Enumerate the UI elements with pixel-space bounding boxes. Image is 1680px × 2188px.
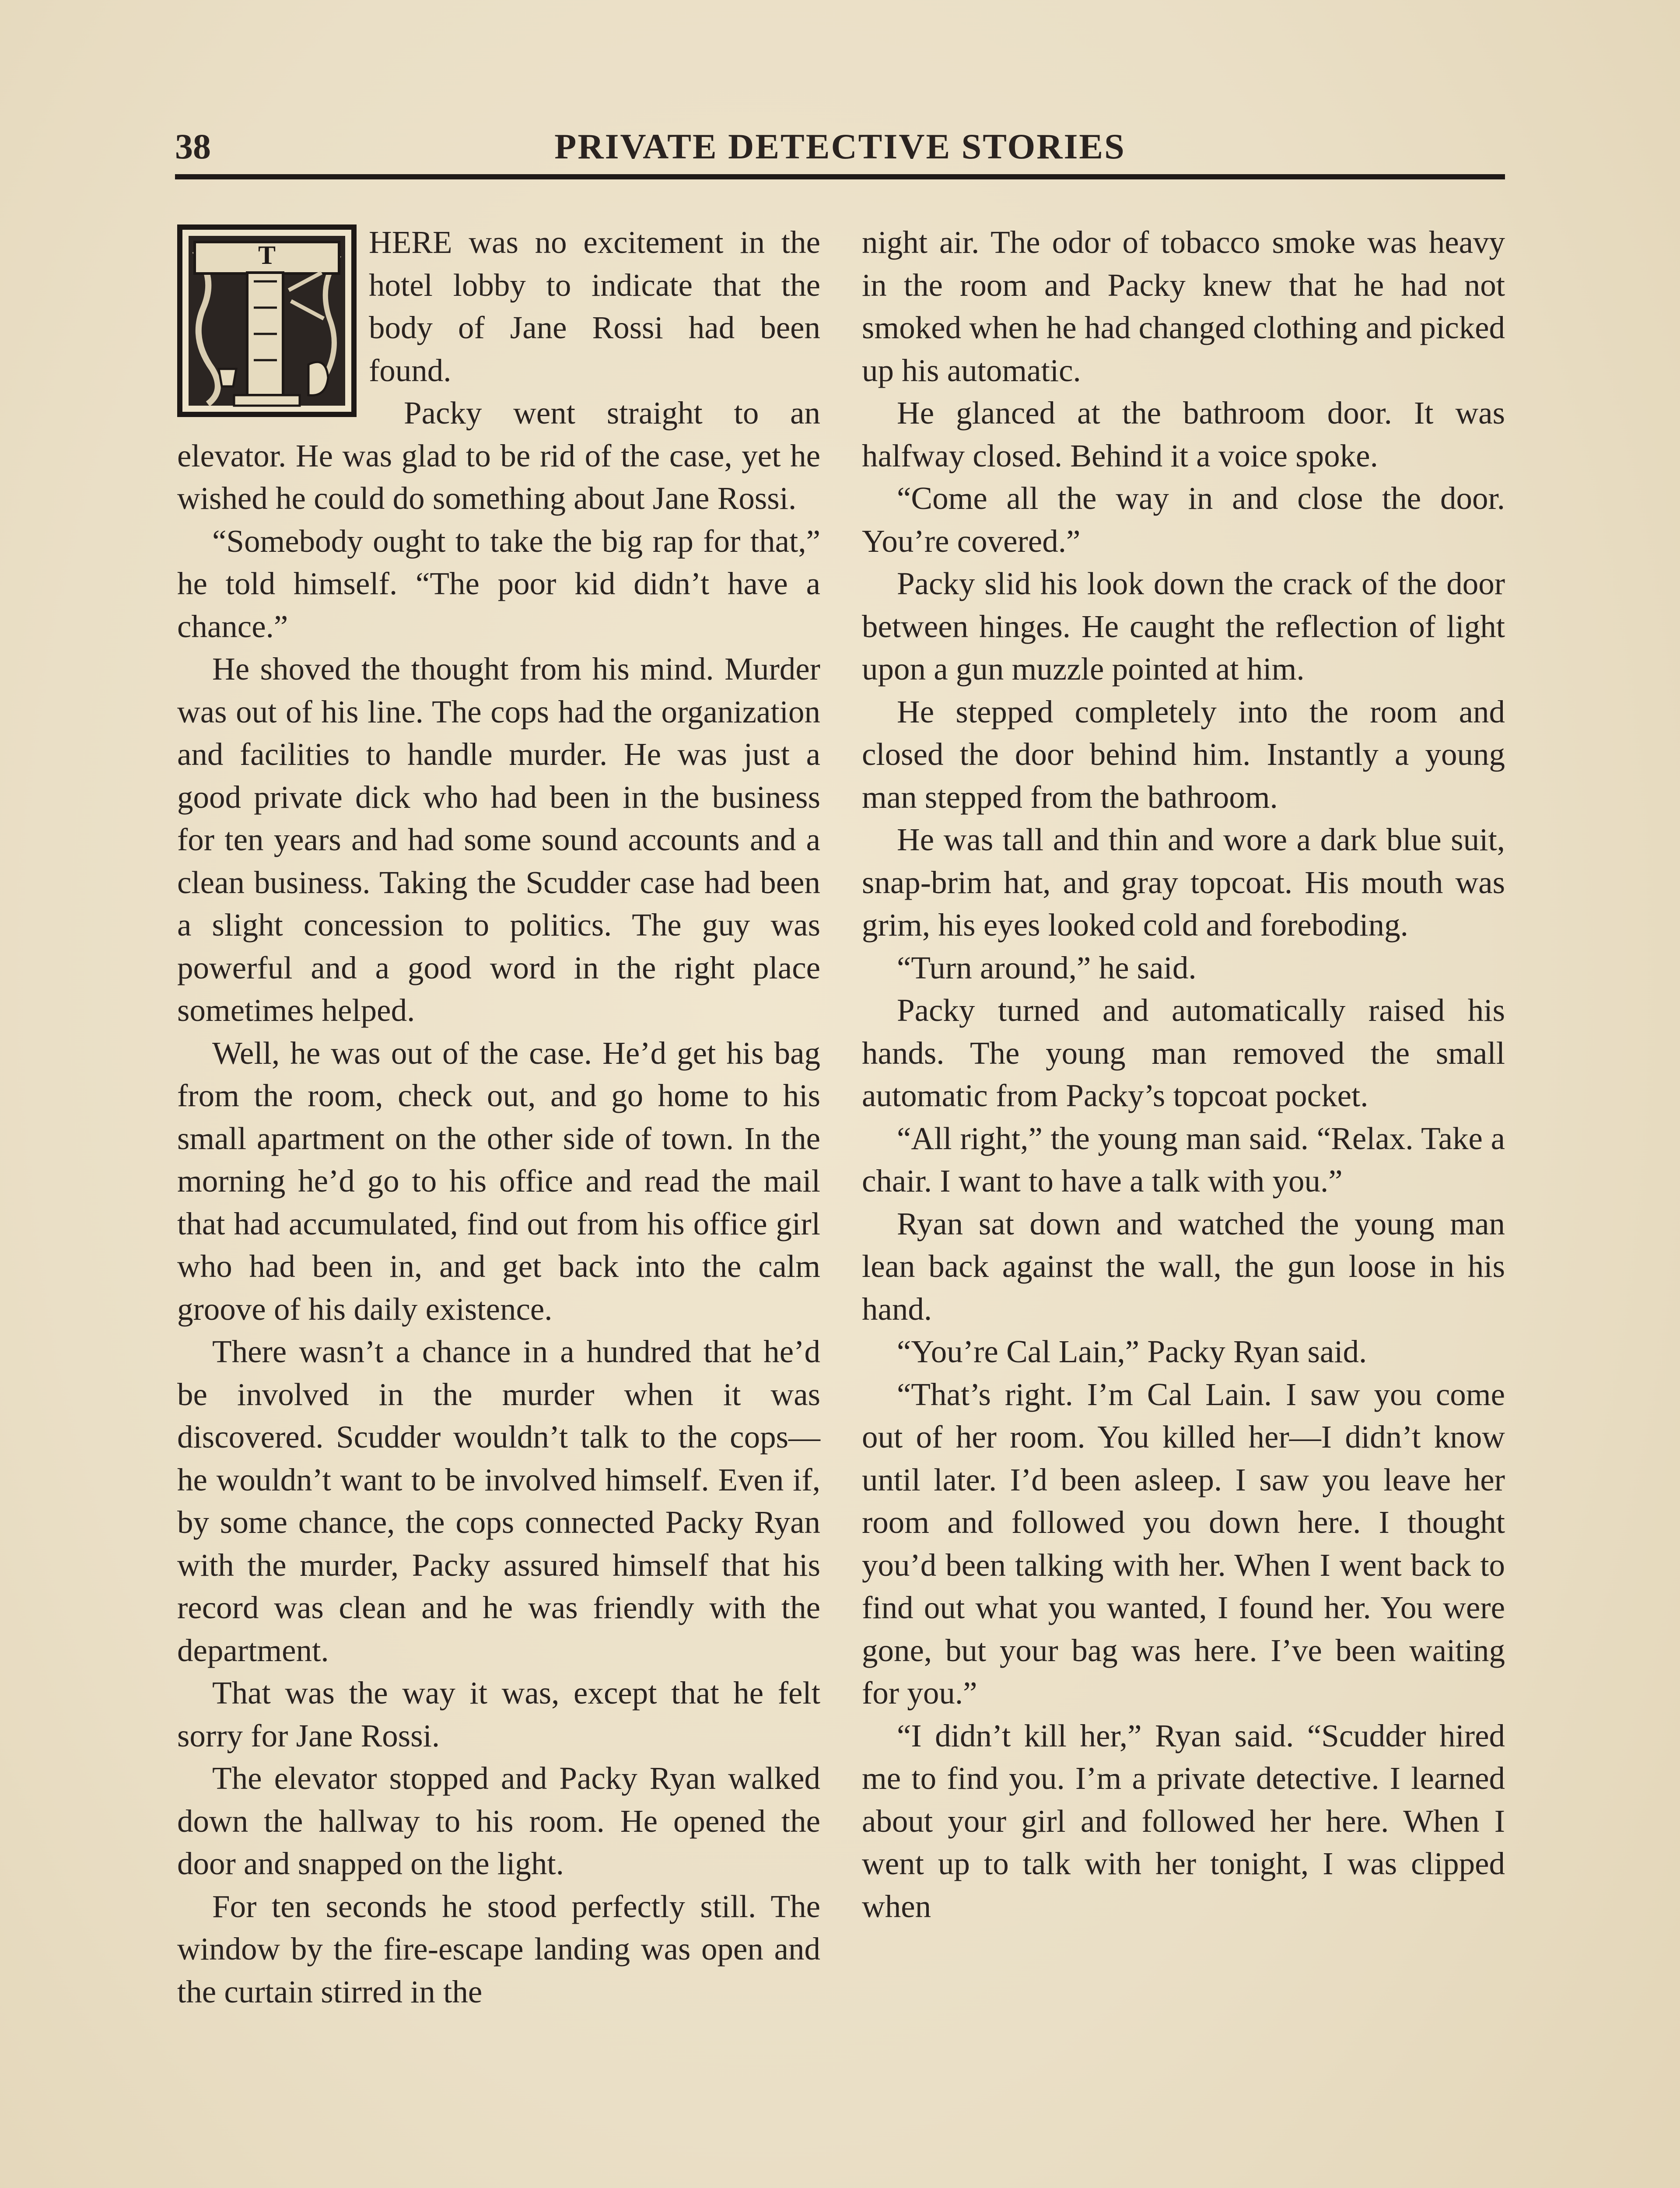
paragraph: Packy slid his look down the crack of the door between hinges. He caught the reflection of light upon a gun muzzle pointed at him. — [862, 566, 1505, 687]
paragraph: There wasn’t a chance in a hundred that he’d be involved in the murder when it was discovered. Scudder wouldn’t talk to the cops—he wouldn’t want to be involved himself. Even if, by some chance, the cops connected Packy Ryan with the murder, Packy assured himself that his record was clean and he was friendly with the department. — [177, 1334, 820, 1668]
paragraph: “Come all the way in and close the door. You’re covered.” — [862, 480, 1505, 559]
page-number: 38 — [175, 126, 211, 166]
paragraph: night air. The odor of tobacco smoke was heavy in the room and Packy knew that he had not smoked when he had changed clothing and picked up his automatic. — [862, 224, 1505, 388]
paragraph: For ten seconds he stood perfectly still. The window by the fire-escape landing was open and the curtain stirred in the — [177, 1888, 820, 2009]
left-column — [177, 221, 820, 2013]
running-title: PRIVATE DETECTIVE STORIES — [554, 126, 1126, 166]
paragraph: “You’re Cal Lain,” Packy Ryan said. — [897, 1334, 1367, 1369]
paragraph: The elevator stopped and Packy Ryan walked down the hallway to his room. He opened the door and snapped on the light. — [177, 1760, 820, 1881]
dropcap-illustration — [177, 224, 357, 417]
paragraph: “All right,” the young man said. “Relax. Take a chair. I want to have a talk with you.” — [862, 1120, 1505, 1199]
paragraph: Well, he was out of the case. He’d get his bag from the room, check out, and go home to his small apartment on the other side of town. In the morning he’d go to his office and read the mail that had accumulated, find out from his office girl who had been in, and get back into the calm groove of his daily existence. — [177, 1035, 820, 1327]
paragraph: He was tall and thin and wore a dark blue suit, snap-brim hat, and gray topcoat. His mouth was grim, his eyes looked cold and foreboding. — [862, 822, 1505, 943]
dropcap-ornament — [177, 224, 357, 417]
paragraph: He stepped completely into the room and closed the door behind him. Instantly a young man stepped from the bathroom. — [862, 694, 1505, 815]
paragraph: “That’s right. I’m Cal Lain. I saw you come out of her room. You killed her—I didn’t know until later. I’d been asleep. I saw you leave her room and followed you down here. I thought you’d been talking with her. When I went back to find out what you wanted, I found her. You were gone, but your bag was here. I’ve been waiting for you.” — [862, 1376, 1505, 1711]
paragraph: Ryan sat down and watched the young man lean back against the wall, the gun loose in his hand. — [862, 1206, 1505, 1327]
dropcap-letter: T — [258, 241, 276, 270]
paragraph: “Somebody ought to take the big rap for that,” he told himself. “The poor kid didn’t have a chance.” — [177, 523, 820, 644]
paragraph: Packy went straight to an elevator. He was glad to be rid of the case, yet he wished he could do something about Jane Rossi. — [177, 395, 820, 516]
paragraph: HERE was no excitement in the hotel lobby to indicate that the body of Jane Rossi had been found. — [369, 224, 820, 388]
right-column — [862, 221, 1505, 1928]
paragraph: He glanced at the bathroom door. It was halfway closed. Behind it a voice spoke. — [862, 395, 1505, 473]
running-header — [175, 118, 1505, 171]
paragraph: He shoved the thought from his mind. Murder was out of his line. The cops had the organization and facilities to handle murder. He was just a good private dick who had been in the business for ten years and had some sound accounts and a clean business. Taking the Scudder case had been a slight concession to politics. The guy was powerful and a good word in the right place sometimes helped. — [177, 651, 820, 1028]
paragraph: “I didn’t kill her,” Ryan said. “Scudder hired me to find you. I’m a private detective. I learned about your girl and followed her here. When I went up to talk with her tonight, I was clipped when — [862, 1718, 1505, 1924]
paragraph: Packy turned and automatically raised his hands. The young man removed the small automatic from Packy’s topcoat pocket. — [862, 992, 1505, 1113]
paragraph: “Turn around,” he said. — [897, 950, 1197, 985]
paragraph: That was the way it was, except that he felt sorry for Jane Rossi. — [177, 1675, 820, 1753]
header-rule — [175, 174, 1505, 179]
